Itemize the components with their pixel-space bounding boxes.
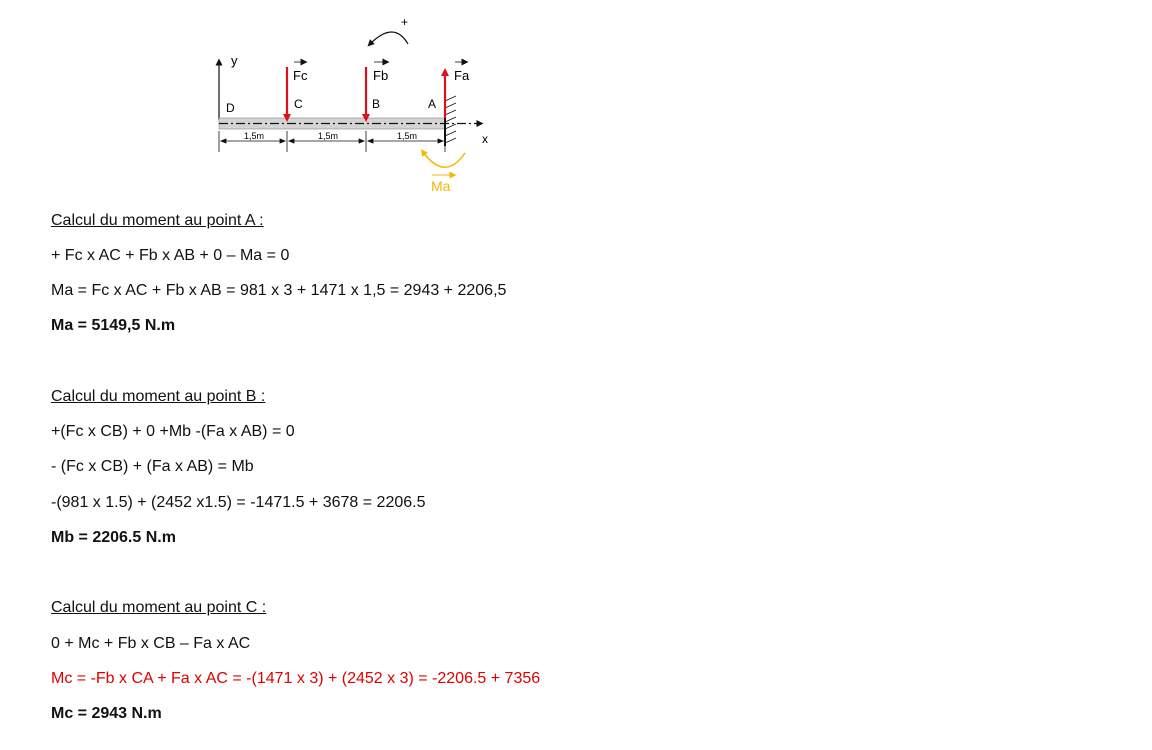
dim-label-ba: 1,5m [397, 131, 418, 141]
sign-convention-label: + [401, 15, 409, 29]
dim-label-dc: 1,5m [244, 131, 265, 141]
section-a-result: Ma = 5149,5 N.m [51, 317, 176, 334]
dim-label-cb: 1,5m [318, 131, 339, 141]
section-b-line-1: +(Fc x CB) + 0 +Mb -(Fa x AB) = 0 [51, 423, 295, 440]
sign-convention-arrow [370, 32, 408, 44]
section-c-line-1: 0 + Mc + Fb x CB – Fa x AC [51, 635, 251, 652]
section-b-heading: Calcul du moment au point B : [51, 388, 266, 405]
force-fb-label: Fb [373, 68, 389, 83]
force-fc-label: Fc [293, 68, 308, 83]
point-c-label: C [294, 97, 303, 111]
section-c-heading: Calcul du moment au point C : [51, 599, 267, 616]
section-a-heading: Calcul du moment au point A : [51, 212, 264, 229]
section-b-line-3: -(981 x 1.5) + (2452 x1.5) = -1471.5 + 3678 = 2206.5 [51, 494, 426, 511]
force-fa-label: Fa [454, 68, 470, 83]
point-a-label: A [428, 97, 437, 111]
section-a-line-2: Ma = Fc x AC + Fb x AB = 981 x 3 + 1471 x 1,5 = 2943 + 2206,5 [51, 282, 507, 299]
section-a-line-1: + Fc x AC + Fb x AB + 0 – Ma = 0 [51, 247, 290, 264]
section-b-result: Mb = 2206.5 N.m [51, 529, 176, 546]
x-axis-label: x [482, 132, 488, 146]
section-c-line-2: Mc = -Fb x CA + Fa x AC = -(1471 x 3) + (2452 x 3) = -2206.5 + 7356 [51, 670, 541, 687]
moment-ma-label: Ma [431, 178, 451, 194]
section-c-result: Mc = 2943 N.m [51, 705, 162, 722]
moment-ma-arrow [423, 152, 465, 167]
wall-hatching [445, 96, 456, 143]
beam-diagram [200, 10, 520, 200]
point-b-label: B [372, 97, 381, 111]
y-axis-label: y [231, 53, 238, 68]
section-b-line-2: - (Fc x CB) + (Fa x AB) = Mb [51, 458, 254, 475]
point-d-label: D [226, 101, 235, 115]
